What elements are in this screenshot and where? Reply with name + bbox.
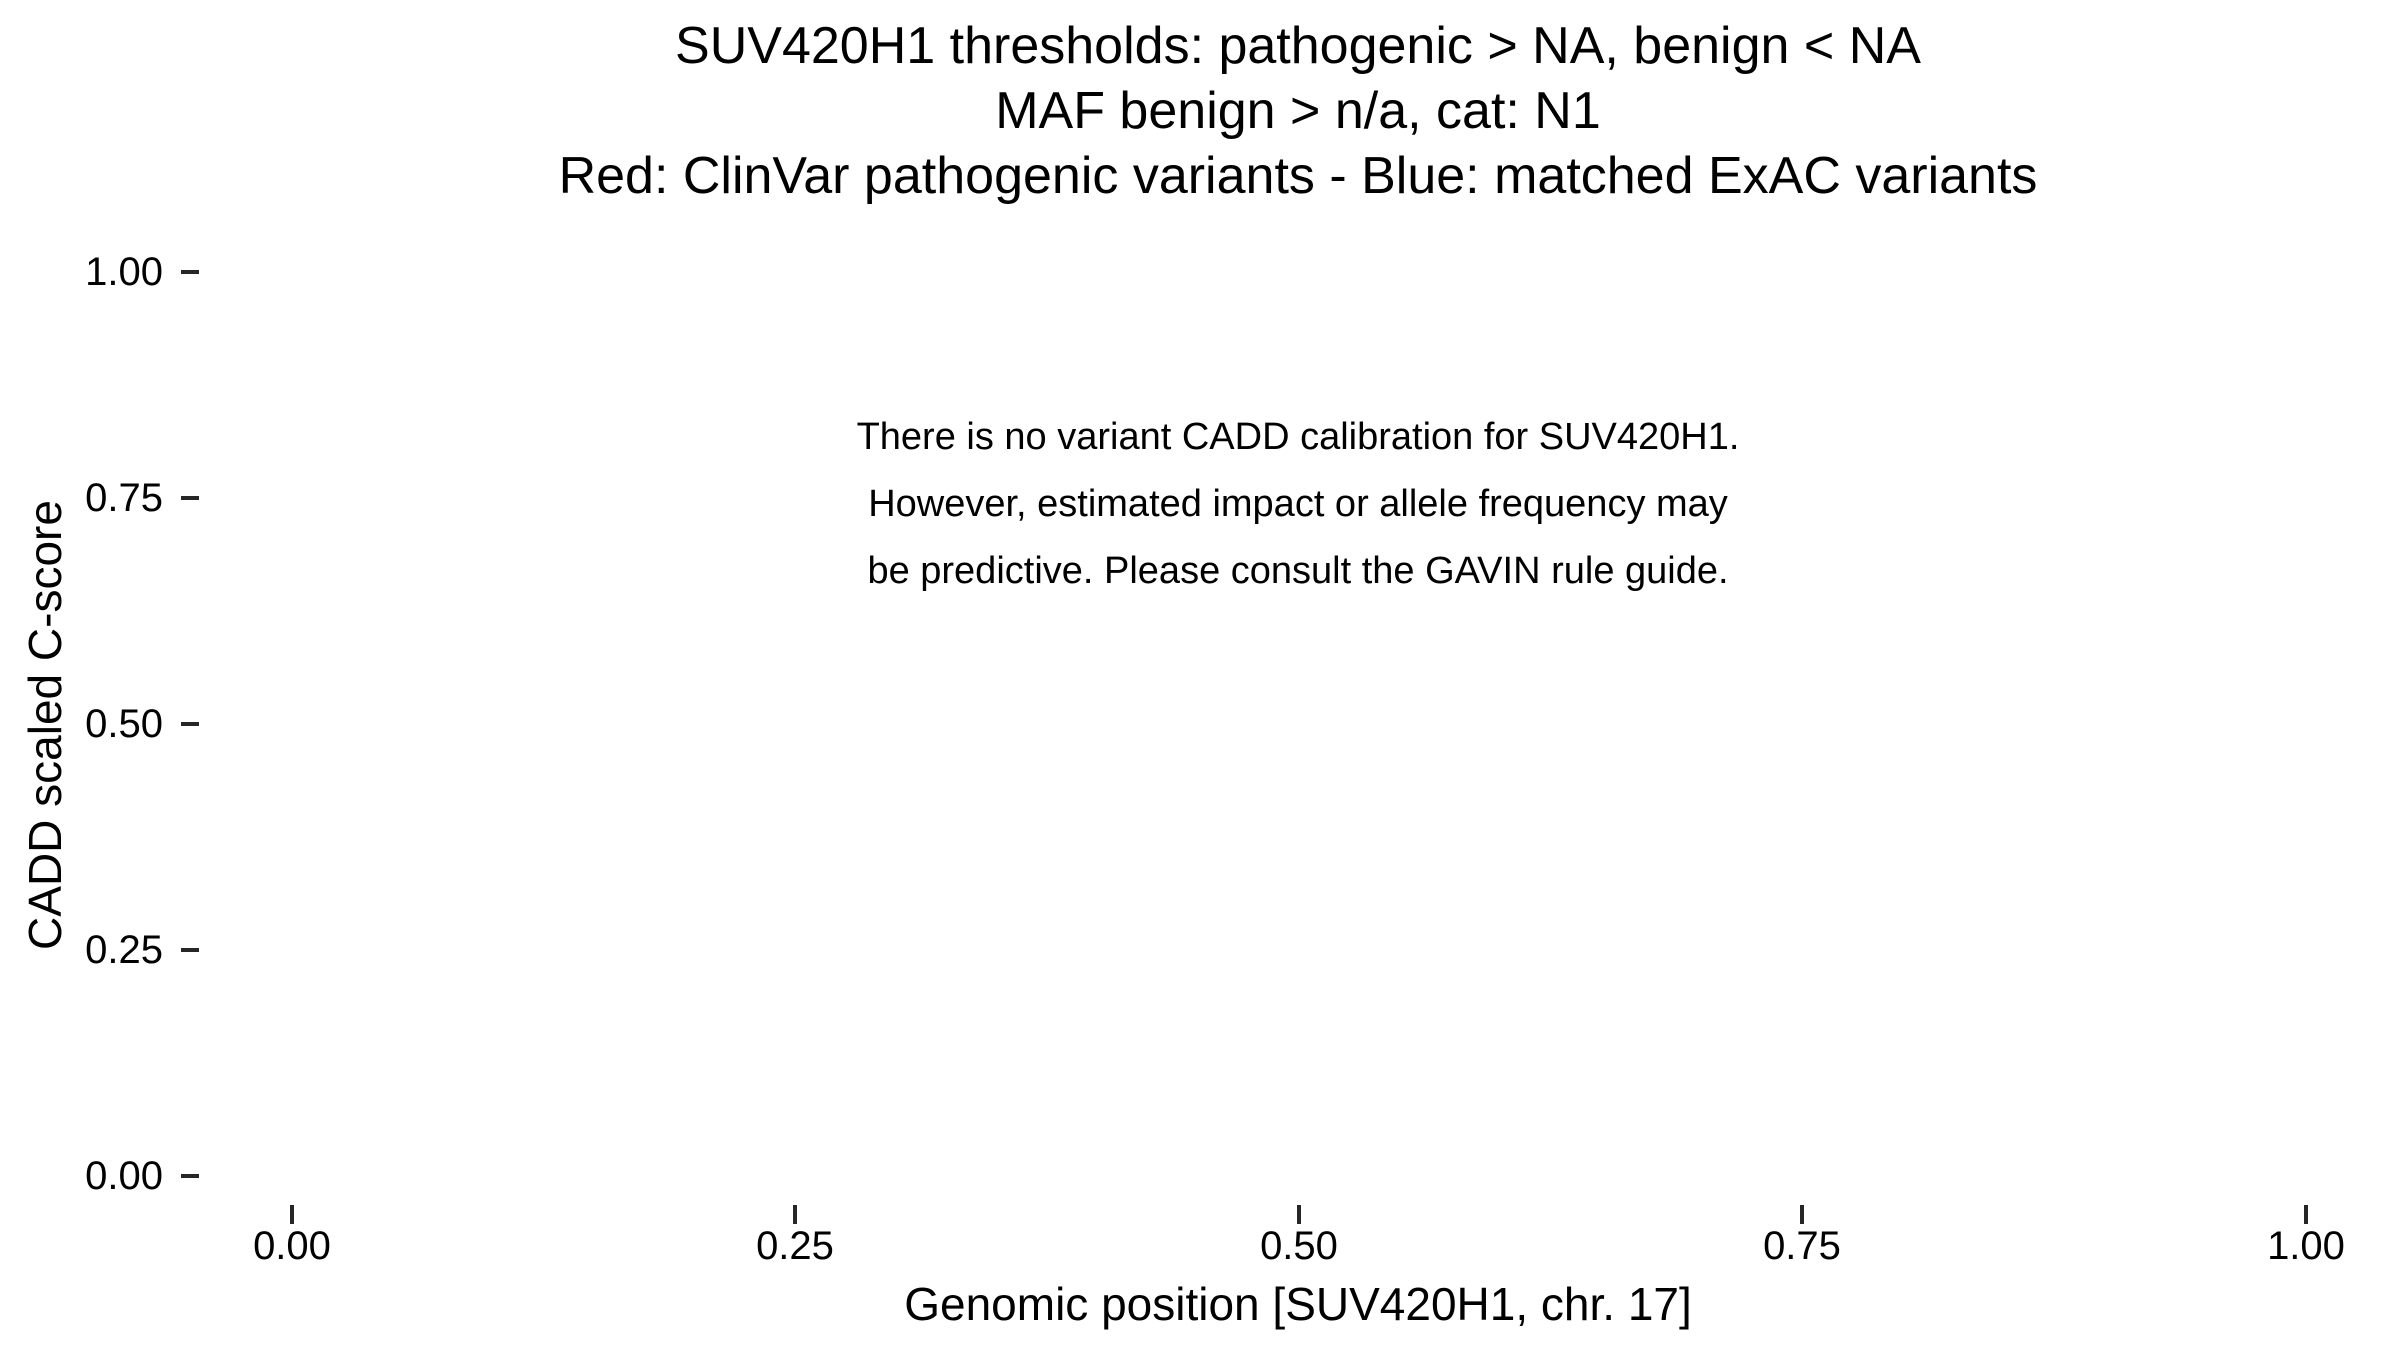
x-tick-mark [793,1205,797,1224]
y-tick-mark [181,722,199,726]
y-tick-label-0-00: 0.00 [85,1154,163,1198]
chart-title-line-2: MAF benign > n/a, cat: N1 [995,82,1601,140]
x-tick-label-0-75: 0.75 [1763,1224,1841,1268]
annotation-line-3: be predictive. Please consult the GAVIN rule guide. [867,550,1729,592]
chart-title-line-1: SUV420H1 thresholds: pathogenic > NA, benign < NA [675,17,1921,75]
y-tick-label-1-00: 1.00 [85,250,163,294]
x-tick-mark [2304,1205,2308,1224]
y-tick-mark [181,270,199,274]
x-tick-mark [290,1205,294,1224]
x-tick-label-1-00: 1.00 [2267,1224,2345,1268]
x-tick-mark [1800,1205,1804,1224]
x-tick-mark [1297,1205,1301,1224]
x-axis-title: Genomic position [SUV420H1, chr. 17] [904,1278,1692,1330]
chart-title [198,14,2398,209]
x-tick-label-0-00: 0.00 [253,1224,331,1268]
y-tick-label-0-50: 0.50 [85,702,163,746]
y-tick-mark [181,948,199,952]
y-tick-label-0-75: 0.75 [85,476,163,520]
plot-annotation [198,404,2398,605]
annotation-line-2: However, estimated impact or allele frequency may [868,483,1728,525]
x-tick-label-0-50: 0.50 [1260,1224,1338,1268]
y-tick-label-0-25: 0.25 [85,928,163,972]
y-tick-mark [181,496,199,500]
chart-title-line-3: Red: ClinVar pathogenic variants - Blue: matched ExAC variants [558,147,2038,205]
x-tick-label-0-25: 0.25 [756,1224,834,1268]
y-tick-mark [181,1174,199,1178]
y-axis-title: CADD scaled C-score [19,500,71,950]
annotation-line-1: There is no variant CADD calibration for SUV420H1. [856,416,1740,458]
